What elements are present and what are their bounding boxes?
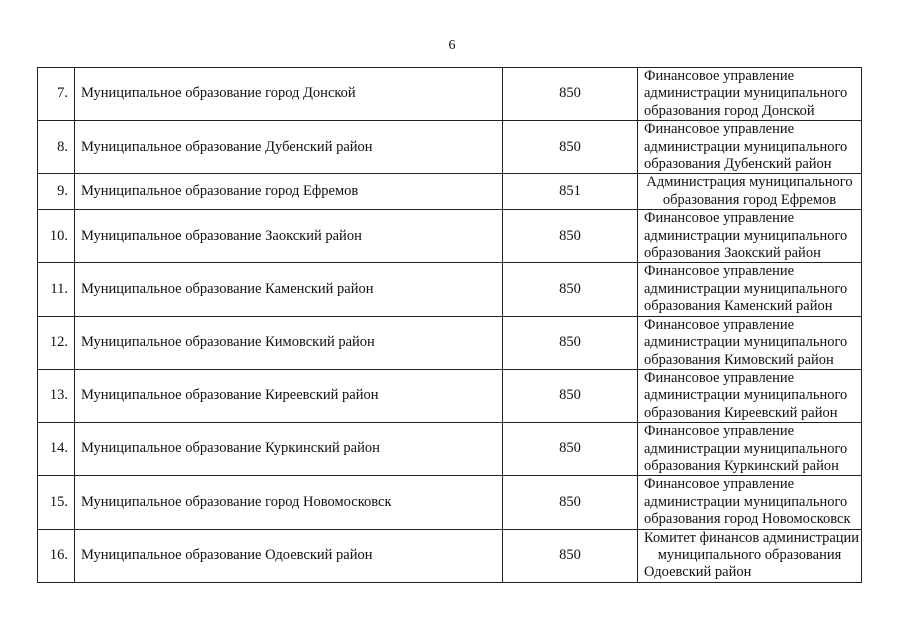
table-row <box>38 369 862 422</box>
entity-name: Муниципальное образование город Донской <box>75 68 503 121</box>
budget-code: 850 <box>503 316 638 369</box>
table-row <box>38 174 862 210</box>
org-line: администрации муниципального <box>644 85 848 102</box>
administrator-org <box>638 121 862 174</box>
entity-name: Муниципальное образование Кимовский район <box>75 316 503 369</box>
entity-name: Муниципальное образование город Ефремов <box>75 174 503 210</box>
org-line: образования Кимовский район <box>644 351 834 368</box>
administrator-org <box>638 174 862 210</box>
org-line: образования Каменский район <box>644 298 833 315</box>
table-row <box>38 121 862 174</box>
org-line: Финансовое управление <box>644 263 795 280</box>
org-line: администрации муниципального <box>644 387 848 404</box>
org-line: Одоевский район <box>644 564 752 581</box>
entity-name: Муниципальное образование Заокский район <box>75 210 503 263</box>
org-line: администрации муниципального <box>644 334 848 351</box>
org-line: образования Куркинский район <box>644 457 839 474</box>
org-line: Финансовое управление <box>644 210 795 227</box>
budget-code: 850 <box>503 121 638 174</box>
org-line: образования город Донской <box>644 102 815 119</box>
org-line: Финансовое управление <box>644 316 795 333</box>
administrator-org <box>638 369 862 422</box>
administrator-org <box>638 316 862 369</box>
row-number: 7. <box>38 68 75 121</box>
administrator-org <box>638 423 862 476</box>
row-number: 14. <box>38 423 75 476</box>
org-line: администрации муниципального <box>644 227 848 244</box>
row-number: 8. <box>38 121 75 174</box>
row-number: 12. <box>38 316 75 369</box>
row-number: 9. <box>38 174 75 210</box>
table-row <box>38 529 862 582</box>
org-line: администрации муниципального <box>644 280 848 297</box>
page-number: 6 <box>448 38 456 53</box>
row-number: 11. <box>38 263 75 316</box>
org-line: муниципального образования <box>657 546 842 563</box>
org-line: Администрация муниципального <box>646 174 853 191</box>
table-row <box>38 68 862 121</box>
entity-name: Муниципальное образование Каменский район <box>75 263 503 316</box>
row-number: 15. <box>38 476 75 529</box>
org-line: образования город Новомосковск <box>644 511 851 528</box>
row-number: 16. <box>38 529 75 582</box>
administrator-org <box>638 529 862 582</box>
org-line: образования Киреевский район <box>644 404 838 421</box>
entity-name: Муниципальное образование Дубенский район <box>75 121 503 174</box>
budget-code: 850 <box>503 476 638 529</box>
budget-code: 850 <box>503 423 638 476</box>
org-line: администрации муниципального <box>644 440 848 457</box>
entity-name: Муниципальное образование город Новомосковск <box>75 476 503 529</box>
org-line: Финансовое управление <box>644 423 795 440</box>
entity-name: Муниципальное образование Одоевский район <box>75 529 503 582</box>
budget-code: 850 <box>503 210 638 263</box>
table-row <box>38 210 862 263</box>
org-line: образования город Ефремов <box>662 191 837 208</box>
entity-name: Муниципальное образование Куркинский район <box>75 423 503 476</box>
table-row <box>38 316 862 369</box>
table-row <box>38 423 862 476</box>
administrator-org <box>638 210 862 263</box>
row-number: 13. <box>38 369 75 422</box>
org-line: Финансовое управление <box>644 68 795 84</box>
org-line: образования Дубенский район <box>644 156 832 173</box>
org-line: администрации муниципального <box>644 493 848 510</box>
org-line: Финансовое управление <box>644 476 795 493</box>
org-line: Комитет финансов администрации <box>644 529 860 546</box>
budget-code: 850 <box>503 68 638 121</box>
municipal-entities-table <box>37 67 862 583</box>
org-line: Финансовое управление <box>644 369 795 386</box>
administrator-org <box>638 263 862 316</box>
budget-code: 850 <box>503 263 638 316</box>
budget-code: 851 <box>503 174 638 210</box>
table-row <box>38 263 862 316</box>
org-line: администрации муниципального <box>644 138 848 155</box>
table-row <box>38 476 862 529</box>
budget-code: 850 <box>503 369 638 422</box>
entity-name: Муниципальное образование Киреевский район <box>75 369 503 422</box>
row-number: 10. <box>38 210 75 263</box>
org-line: Финансовое управление <box>644 121 795 138</box>
administrator-org <box>638 476 862 529</box>
org-line: образования Заокский район <box>644 245 821 262</box>
budget-code: 850 <box>503 529 638 582</box>
administrator-org <box>638 68 862 121</box>
